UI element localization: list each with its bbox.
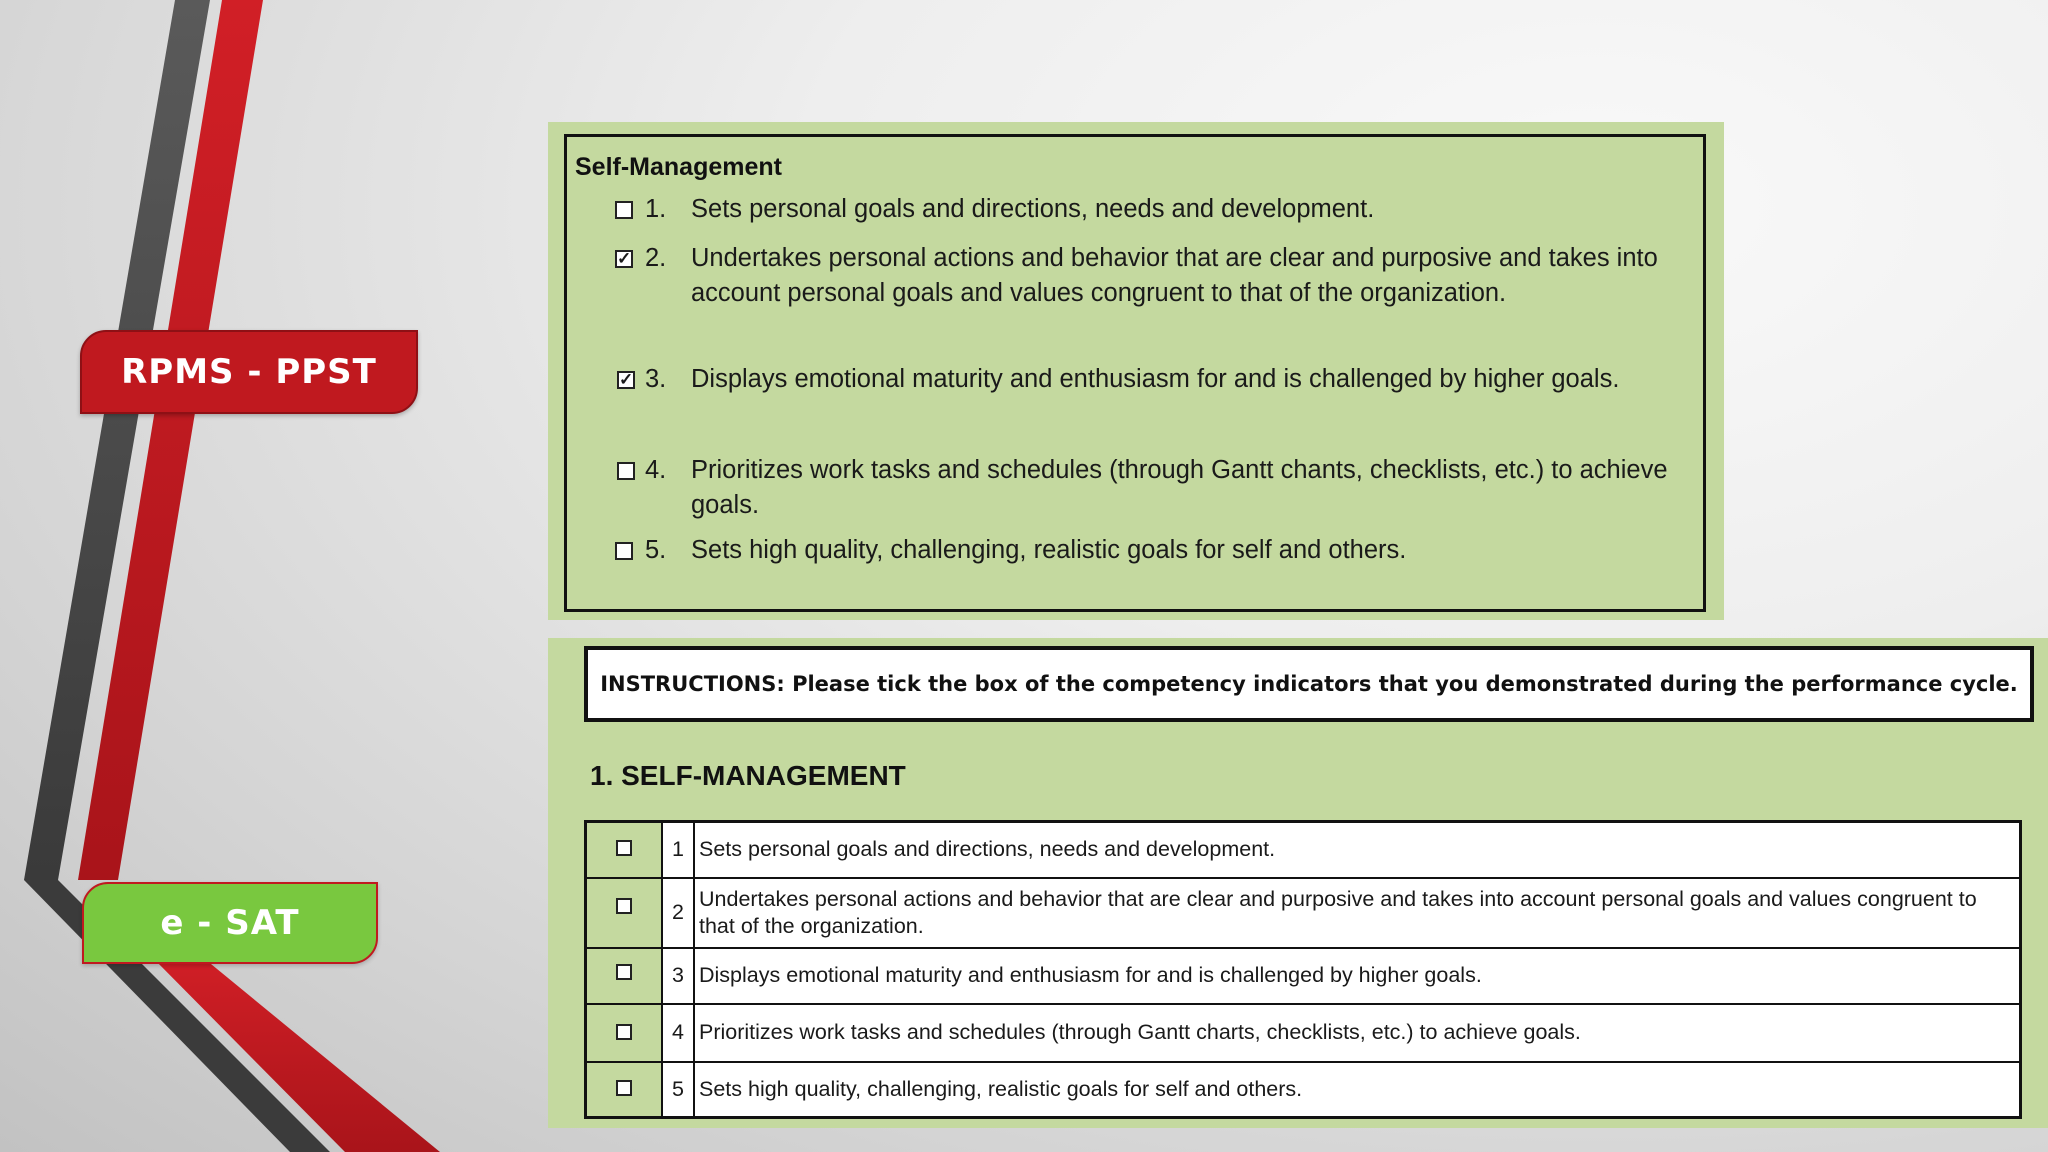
indicator-text: Displays emotional maturity and enthusiasm for and is challenged by higher goals. [691,365,1620,393]
indicator-text: Sets high quality, challenging, realistic goals for self and others. [691,536,1407,564]
instructions-box [584,646,2034,722]
competency-table [584,820,2022,1119]
section-title: 1. SELF-MANAGEMENT [590,760,906,791]
checkbox-2[interactable]: ✓ [617,249,632,268]
row-number: 5 [662,1062,694,1118]
row-text: Undertakes personal actions and behavior that are clear and purposive and takes into account personal goals and values congruent to that of the organization. [694,878,2021,948]
indicator-number: 2. [645,244,667,272]
table-row [586,1004,2021,1062]
row-number: 2 [662,878,694,948]
indicator-text: Prioritizes work tasks and schedules (through Gantt chants, checklists, etc.) to achieve goals. [691,456,1668,519]
panel-title: Self-Management [575,153,782,181]
rpms-ppst-tag: RPMS - PPST [80,330,418,414]
indicator-number: 5. [645,536,667,564]
esat-tag: e - SAT [82,882,378,964]
indicator-number: 1. [645,195,667,223]
checkbox-3[interactable]: ✓ [619,370,634,389]
instructions-text: INSTRUCTIONS: Please tick the box of the competency indicators that you demonstrated during the performance cycle. [600,672,2018,696]
checkbox-1[interactable] [615,201,633,219]
table-checkbox-1[interactable] [616,840,632,856]
row-text: Sets high quality, challenging, realistic goals for self and others. [694,1062,2021,1118]
table-row [586,948,2021,1004]
row-number: 1 [662,822,694,878]
esat-form-panel [548,638,2048,1128]
row-text: Sets personal goals and directions, needs and development. [694,822,2021,878]
table-checkbox-2[interactable] [616,898,632,914]
row-number: 3 [662,948,694,1004]
table-row [586,878,2021,948]
table-row [586,1062,2021,1118]
table-row [586,822,2021,878]
row-text: Prioritizes work tasks and schedules (through Gantt charts, checklists, etc.) to achieve goals. [694,1004,2021,1062]
checkbox-5[interactable] [615,542,633,560]
checkbox-4[interactable] [617,462,635,480]
table-checkbox-5[interactable] [616,1080,632,1096]
table-checkbox-3[interactable] [616,964,632,980]
indicator-number: 3. [645,365,667,393]
table-checkbox-4[interactable] [616,1024,632,1040]
indicator-text: Sets personal goals and directions, needs and development. [691,195,1375,223]
indicator-number: 4. [645,456,667,484]
self-management-panel [548,122,1724,620]
indicator-text: Undertakes personal actions and behavior that are clear and purposive and takes into account personal goals and values congruent to that of the organization. [691,244,1658,307]
row-text: Displays emotional maturity and enthusiasm for and is challenged by higher goals. [694,948,2021,1004]
self-management-box [564,134,1706,612]
row-number: 4 [662,1004,694,1062]
